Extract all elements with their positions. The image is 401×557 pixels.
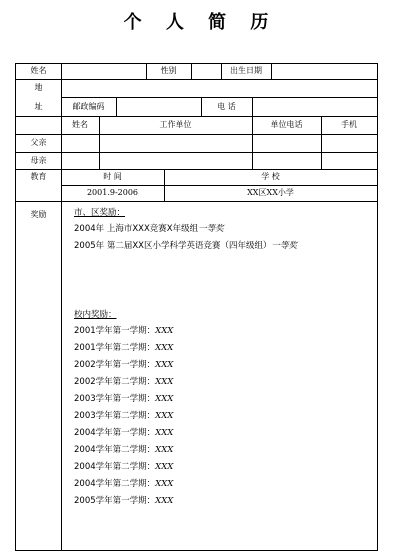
school-award-term: 2003学年第一学期： xyxy=(74,394,156,404)
education-school-value: XX区XX小学 xyxy=(247,188,294,197)
row-divider xyxy=(61,185,377,186)
family-header-work-phone: 单位电话 xyxy=(270,120,303,129)
school-award-value: XXX xyxy=(155,343,174,353)
school-award-term: 2001学年第二学期： xyxy=(74,343,156,353)
school-award-value: XXX xyxy=(155,462,174,472)
school-award-term: 2004学年第二学期： xyxy=(74,479,156,489)
school-award-term: 2002学年第一学期： xyxy=(74,360,156,370)
mother-label: 母亲 xyxy=(30,156,47,165)
row-divider xyxy=(16,134,377,135)
school-award-value: XXX xyxy=(155,428,174,438)
city-award-text: 2005年 第二届XX区小学科学英语竞赛（四年级组） xyxy=(74,241,272,251)
row-divider xyxy=(16,116,377,117)
row-divider xyxy=(16,152,377,153)
city-award-text: 2004年 上海市XXX竞赛X年级组 xyxy=(74,224,199,234)
city-award-prize: 一等奖 xyxy=(271,241,297,251)
postcode-label: 邮政编码 xyxy=(72,102,105,111)
education-school-header: 学 校 xyxy=(261,172,280,181)
city-award-prize: 一等奖 xyxy=(198,224,224,234)
school-award-value: XXX xyxy=(155,326,174,336)
birth-date-label: 出生日期 xyxy=(230,66,262,75)
row-divider xyxy=(61,97,377,98)
family-header-mobile: 手机 xyxy=(341,120,357,129)
col-divider xyxy=(271,64,272,79)
school-award-item xyxy=(74,325,173,337)
school-award-term: 2004学年第二学期： xyxy=(74,462,156,472)
city-award-item xyxy=(74,223,224,235)
school-award-item xyxy=(74,427,173,439)
city-awards-title: 市、区奖励： xyxy=(74,208,126,218)
school-award-item xyxy=(74,410,173,422)
school-award-item xyxy=(74,376,173,388)
school-award-value: XXX xyxy=(155,394,174,404)
school-award-value: XXX xyxy=(155,377,174,387)
col-divider xyxy=(252,97,253,116)
col-divider xyxy=(61,64,62,550)
city-award-item xyxy=(74,240,297,252)
school-award-term: 2005学年第一学期： xyxy=(74,496,156,506)
name-label: 姓名 xyxy=(30,66,47,75)
resume-form xyxy=(15,63,378,551)
family-header-workplace: 工作单位 xyxy=(159,120,192,129)
education-label: 教育 xyxy=(30,172,47,181)
family-header-name: 姓名 xyxy=(72,120,88,129)
school-award-item xyxy=(74,342,173,354)
row-divider xyxy=(16,79,377,80)
school-award-value: XXX xyxy=(155,479,174,489)
page-title: 个 人 简 历 xyxy=(123,12,278,33)
school-award-item xyxy=(74,461,173,473)
school-award-term: 2002学年第二学期： xyxy=(74,377,156,387)
awards-label: 奖励 xyxy=(30,210,47,219)
school-award-item xyxy=(74,495,173,507)
col-divider xyxy=(191,64,192,79)
school-awards-title: 校内奖励： xyxy=(74,310,117,320)
row-divider xyxy=(16,201,377,202)
school-award-value: XXX xyxy=(155,445,174,455)
col-divider xyxy=(116,97,117,116)
school-award-term: 2004学年第一学期： xyxy=(74,428,156,438)
address-label-bottom: 址 xyxy=(34,102,43,111)
school-award-value: XXX xyxy=(155,360,174,370)
phone-label: 电 话 xyxy=(217,102,236,111)
address-label-top: 地 xyxy=(34,83,43,92)
school-award-term: 2001学年第一学期： xyxy=(74,326,156,336)
school-award-value: XXX xyxy=(155,411,174,421)
gender-label: 性别 xyxy=(160,66,177,75)
row-divider xyxy=(16,169,377,170)
education-time-header: 时 间 xyxy=(103,172,122,181)
school-award-item xyxy=(74,444,173,456)
school-award-term: 2003学年第二学期： xyxy=(74,411,156,421)
school-award-item xyxy=(74,393,173,405)
school-award-item xyxy=(74,359,173,371)
father-label: 父亲 xyxy=(30,138,47,147)
education-time-value: 2001.9-2006 xyxy=(86,188,139,197)
school-award-value: XXX xyxy=(155,496,174,506)
school-award-term: 2004学年第二学期： xyxy=(74,445,156,455)
school-award-item xyxy=(74,478,173,490)
